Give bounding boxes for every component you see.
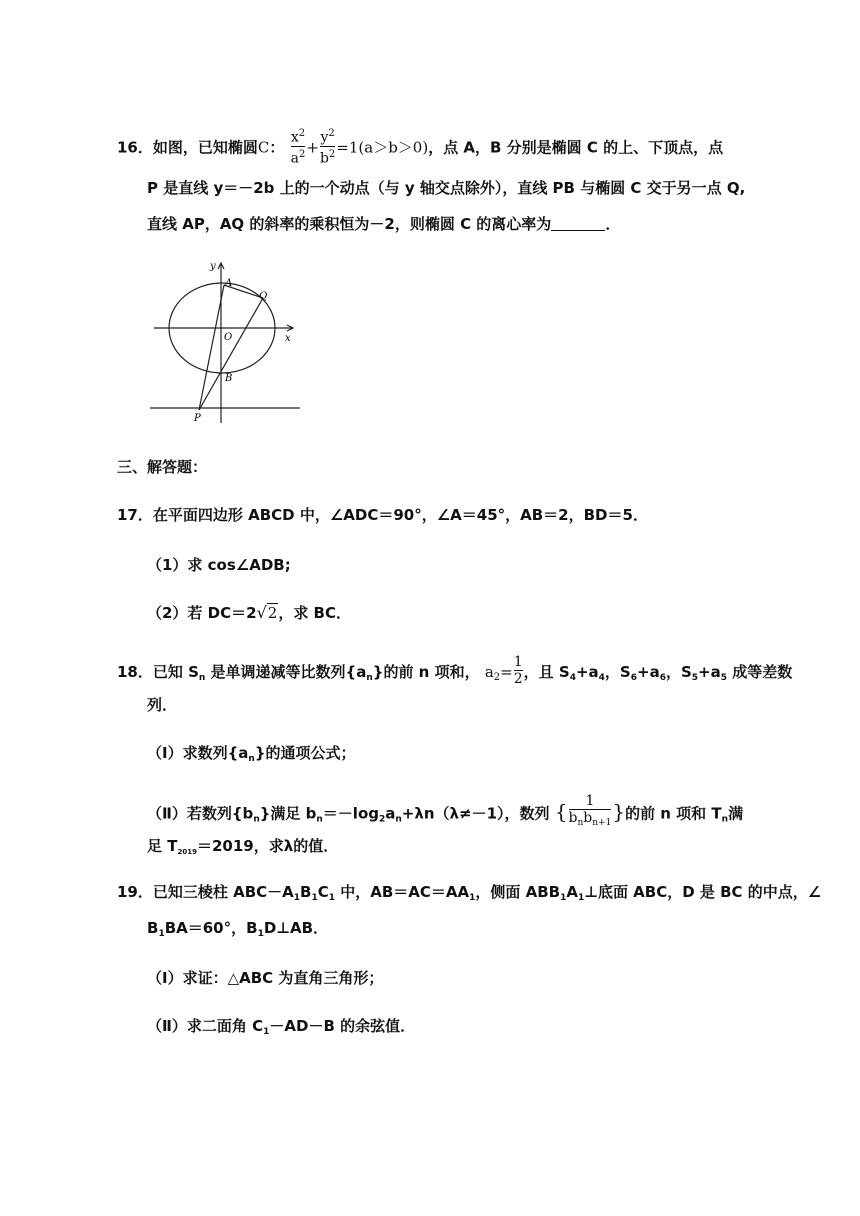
q17-part2: （2）若 DC＝2√2，求 BC． bbox=[147, 603, 351, 622]
fig-label-Q: Q bbox=[259, 291, 268, 302]
section-3-heading: 三、解答题： bbox=[117, 458, 208, 476]
fig-label-B: B bbox=[225, 373, 233, 384]
q16-number: 16． bbox=[117, 138, 153, 157]
q16-fraction-y: $\frac{y^2}{b^2}$ bbox=[319, 128, 336, 167]
answer-blank bbox=[551, 216, 605, 231]
q19-part2: （Ⅱ）求二面角 $C_1-AD-B$ 的余弦值． bbox=[147, 1017, 416, 1037]
q19-line1: 19．已知三棱柱 $ABC-A_1B_1C_1$ 中，$AB=AC=AA_1$，侧面 $ABB_1A_1\perp$底面 ABC，D 是 BC 的中点，∠ bbox=[117, 883, 822, 903]
q16-line2: P 是直线 y＝－2b 上的一个动点（与 y 轴交点除外），直线 PB 与椭圆 C 交于另一点 Q, bbox=[147, 179, 746, 197]
sequence-fraction: $\frac{1}{b_nb_{n+1}}$ bbox=[568, 793, 612, 828]
a2-expression: $a_2=$ bbox=[484, 663, 513, 683]
q18-line2: 列． bbox=[147, 696, 178, 714]
fig-label-O: O bbox=[224, 332, 233, 343]
fig-label-y: y bbox=[210, 261, 216, 272]
q18-line1: 18．已知 $S_n$ 是单调递减等比数列$\{a_n\}$的前 n 项和， $a_2=$ $\frac{1}{2}$ ，且 $S_4+a_4$，$S_6+a_6$，$S_5+a_5$ 成等差数 bbox=[117, 654, 793, 687]
q16-line1: 16．如图，已知椭圆C： $\frac{x^2}{a^2}$ + $\frac{y^2}{b^2}$ =1(a＞b＞0)，点 A，B 分别是椭圆 C 的上、下顶点，点 bbox=[117, 128, 724, 167]
sqrt-symbol: √ bbox=[256, 603, 267, 622]
fig-label-x: x bbox=[285, 333, 291, 344]
q18-part2: （Ⅱ）若数列$\{b_n\}$满足 $b_n=-\log_2a_n+\lambda n(\lambda\ne-1)$，数列 { $\frac{1}{b_nb_{n+1}}$ }的前 n 项和 $T_n$满 bbox=[147, 795, 743, 833]
q19-part1: （Ⅰ）求证：△ABC 为直角三角形； bbox=[147, 969, 384, 987]
fig-label-P: P bbox=[194, 413, 201, 424]
q16-fraction-x: $\frac{x^2}{a^2}$ bbox=[290, 128, 306, 167]
fig-label-A: A bbox=[225, 278, 233, 289]
q17-part1: （1）求 cos∠ADB; bbox=[147, 556, 291, 574]
q18-part1: （Ⅰ）求数列$\{a_n\}$的通项公式； bbox=[147, 744, 356, 764]
q19-line2: $B_1BA=60^\circ$，$B_1D\perp AB$． bbox=[147, 919, 329, 939]
ellipse-figure bbox=[148, 255, 308, 425]
q16-eq-tail: =1(a＞b＞0) bbox=[336, 138, 429, 157]
q17-title: 17．在平面四边形 ABCD 中，∠ADC＝90°，∠A＝45°，AB＝2，BD＝5． bbox=[117, 506, 648, 524]
q18-part2-cont: 足 $T_{2019}=2019$，求λ的值． bbox=[147, 837, 339, 856]
q16-line3: 直线 AP，AQ 的斜率的乘积恒为－2，则椭圆 C 的离心率为 ． bbox=[147, 215, 621, 233]
a2-fraction: $\frac{1}{2}$ bbox=[513, 654, 523, 687]
